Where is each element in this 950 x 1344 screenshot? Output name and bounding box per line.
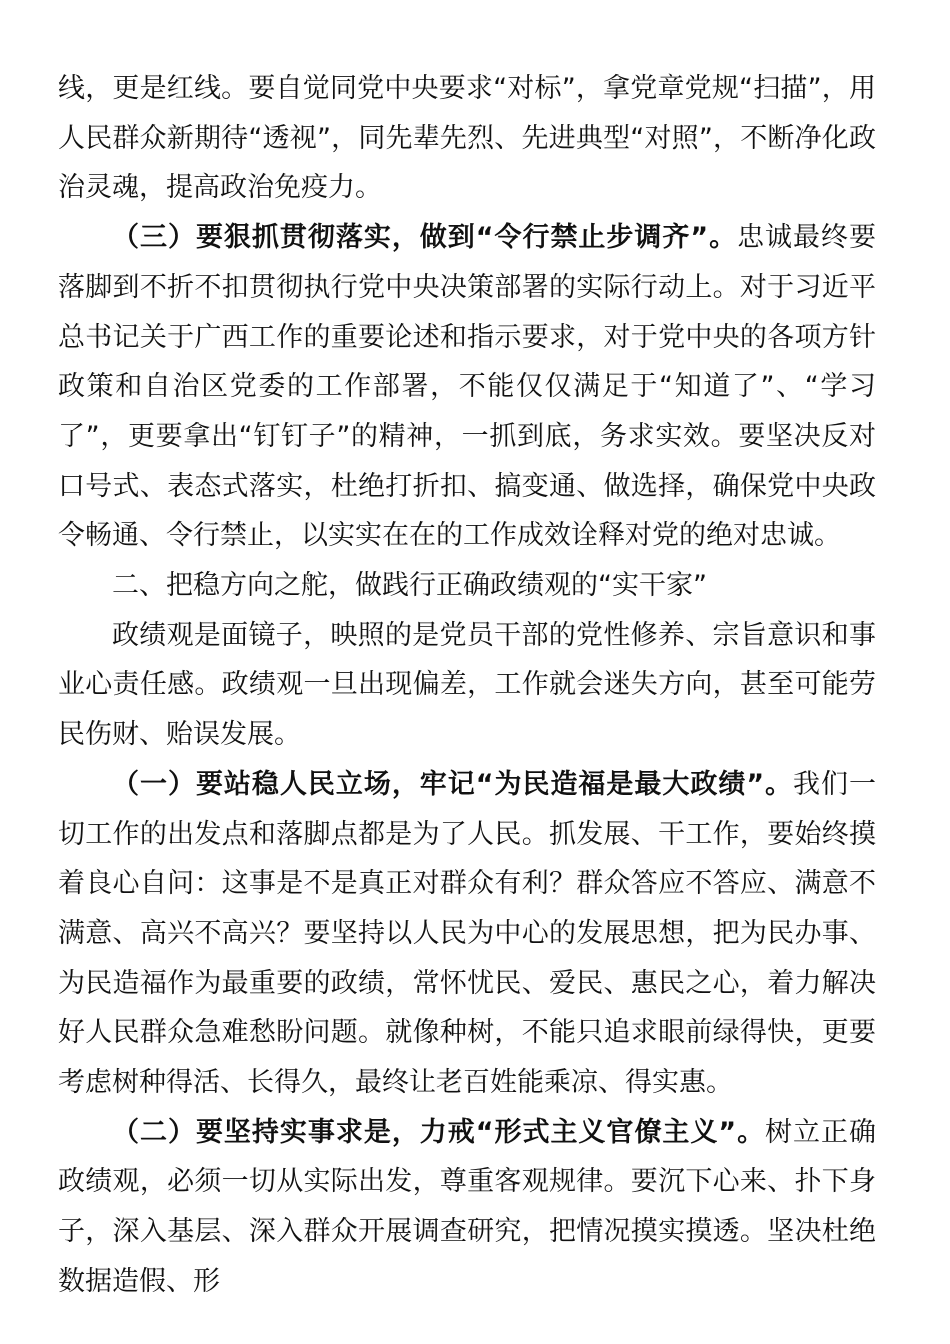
section-heading: （一）要站稳人民立场，牢记“为民造福是最大政绩”。 [112,768,794,800]
paragraph-intro [58,611,876,760]
document-page [58,64,876,1307]
paragraph-section-3 [58,213,876,561]
section-heading: （二）要坚持实事求是，力戒“形式主义官僚主义”。 [112,1116,766,1148]
chapter-heading-2 [58,561,876,611]
chapter-heading-text: 二、把稳方向之舵，做践行正确政绩观的“实干家” [112,570,707,602]
paragraph-text: 政绩观是面镜子，映照的是党员干部的党性修养、宗旨意识和事业心责任感。政绩观一旦出现偏差，工作就会迷失方向，甚至可能劳民伤财、贻误发展。 [58,619,876,751]
paragraph-section-1 [58,760,876,1108]
section-heading: （三）要狠抓贯彻落实，做到“令行禁止步调齐”。 [112,222,738,254]
paragraph-text: 树立正确政绩观，必须一切从实际出发，尊重客观规律。要沉下心来、扑下身子，深入基层、深入群众开展调查研究，把情况摸实摸透。坚决杜绝数据造假、形 [58,1116,876,1297]
paragraph-text: 忠诚最终要落脚到不折不扣贯彻执行党中央决策部署的实际行动上。对于习近平总书记关于广西工作的重要论述和指示要求，对于党中央的各项方针政策和自治区党委的工作部署，不能仅仅满足于“知道了”、“学习了”，更要拿出“钉钉子”的精神，一抓到底，务求实效。要坚决反对口号式、表态式落实，杜绝打折扣、搞变通、做选择，确保党中央政令畅通、令行禁止，以实实在在的工作成效诠释对党的绝对忠诚。 [58,222,877,552]
paragraph-text: 线，更是红线。要自觉同党中央要求“对标”，拿党章党规“扫描”，用人民群众新期待“透视”，同先辈先烈、先进典型“对照”，不断净化政治灵魂，提高政治免疫力。 [58,73,876,204]
paragraph-section-2 [58,1108,876,1307]
paragraph-continuation [58,64,876,213]
paragraph-text: 我们一切工作的出发点和落脚点都是为了人民。抓发展、干工作，要始终摸着良心自问：这事是不是真正对群众有利？群众答应不答应、满意不满意、高兴不高兴？要坚持以人民为中心的发展思想，把为民办事、为民造福作为最重要的政绩，常怀忧民、爱民、惠民之心，着力解决好人民群众急难愁盼问题。就像种树，不能只追求眼前绿得快，更要考虑树种得活、长得久，最终让老百姓能乘凉、得实惠。 [58,768,876,1099]
